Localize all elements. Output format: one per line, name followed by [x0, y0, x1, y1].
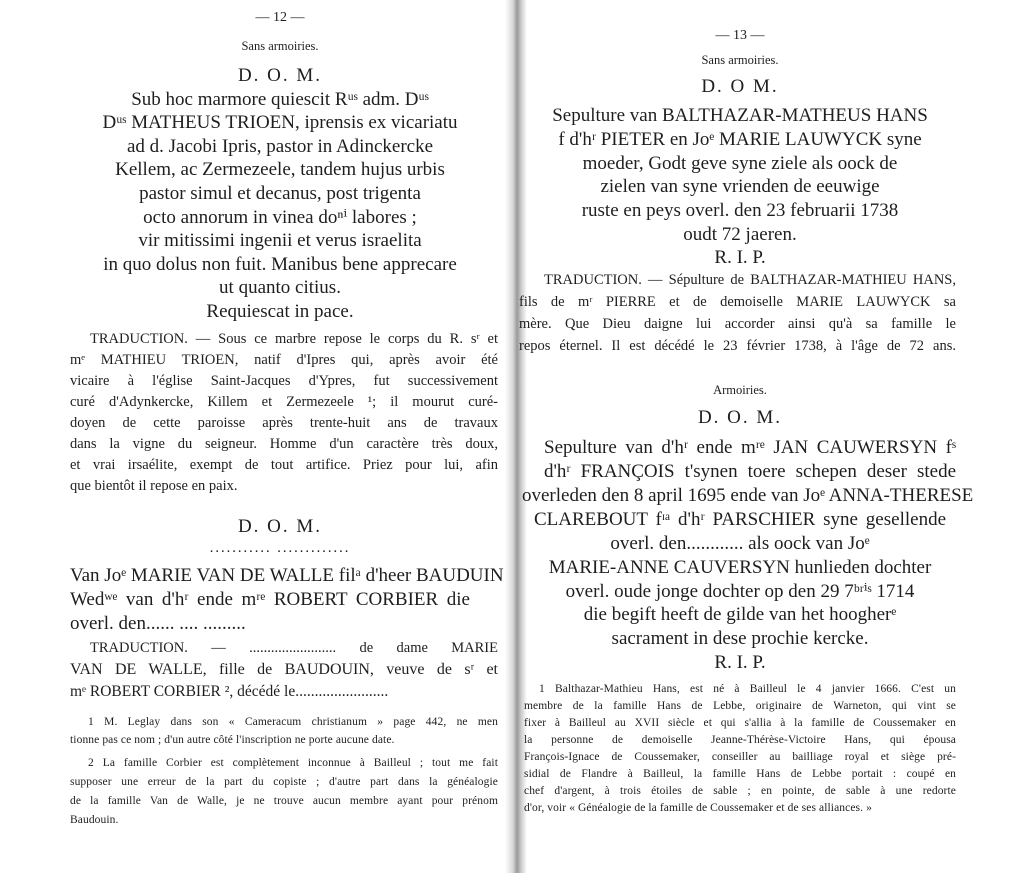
translation-line: curé d'Adynkercke, Killem et Zermezeele ¹; il mourut curé-	[70, 394, 498, 410]
translation-line: mᵉ MATHIEU TRIOEN, natif d'Ipres qui, après avoir été	[70, 352, 498, 368]
footnote-line: supposer une erreur de la part du copiste ; d'autre part dans la généalogie	[70, 776, 498, 788]
translation-line: vicaire à l'église Saint-Jacques d'Ypres, fut successivement	[70, 373, 498, 389]
translation-line: repos éternel. Il est décédé le 23 février 1738, à l'âge de 72 ans.	[519, 338, 956, 354]
inscription-line: overl. oude jonge dochter op den 29 7ᵇʳⁱˢ 1714	[565, 581, 915, 602]
inscription-line: octo annorum in vinea doⁿⁱ labores ;	[143, 207, 417, 228]
footnote-line: chef d'argent, à trois étoiles de sable ; en pointe, de sable à une redorte	[524, 785, 956, 797]
left-page	[0, 0, 510, 873]
translation-line: et vrai irsaélite, exempt de tout artifice. Priez pour lui, afin	[70, 457, 498, 473]
inscription-line: ruste en peys overl. den 23 februarii 1738	[581, 200, 899, 221]
footnote-line: la personne de demoiselle Jeanne-Thérèse-Victoire Hans, qui épousa	[524, 734, 956, 746]
inscription-line: die begift heeft de gilde van het hoogherᵉ	[583, 604, 897, 625]
inscription-line: in quo dolus non fuit. Manibus bene apprecare	[103, 254, 457, 275]
footnote-line: 2 La famille Corbier est complètement inconnue à Bailleul ; tout me fait	[88, 757, 498, 769]
inscription-line: zielen van syne vrienden de eeuwige	[600, 176, 880, 197]
translation-line: dans la vigne du seigneur. Homme d'un caractère très doux,	[70, 436, 498, 452]
dom-heading: D. O. M.	[237, 65, 323, 86]
inscription-line: Sepulture van BALTHAZAR-MATHEUS HANS	[552, 105, 928, 126]
footnote-line: François-Ignace de Coussemaker, conseiller au bailliage royal et siège pré-	[524, 751, 956, 763]
footnote-line: d'or, voir « Généalogie de la famille de Coussemaker et de ses alliances. »	[524, 802, 872, 814]
page-number: — 12 —	[255, 10, 305, 25]
inscription-line: f d'hʳ PIETER en Joᵉ MARIE LAUWYCK syne	[558, 129, 922, 150]
inscription-line: R. I. P.	[714, 652, 766, 673]
inscription-line: ad d. Jacobi Ipris, pastor in Adinckercke	[126, 136, 434, 157]
footnote-line: Baudouin.	[70, 814, 119, 826]
translation-line: mᵉ ROBERT CORBIER ², décédé le........................	[70, 683, 389, 700]
footnote-line: 1 M. Leglay dans son « Cameracum christianum » page 442, ne men	[88, 716, 498, 728]
footnote-line: sidial de Flandre à Bailleul, la famille Hans de Lebbe portait : coupé en	[524, 768, 956, 780]
translation-line: fils de mʳ PIERRE et de demoiselle MARIE LAUWYCK sa	[519, 294, 956, 310]
section-heading: Sans armoiries.	[701, 53, 779, 67]
inscription-line: overleden den 8 april 1695 ende van Joᵉ ANNA-THERESE	[522, 485, 974, 506]
dom-heading: D. O M.	[701, 76, 779, 97]
translation-line: que bientôt il repose en paix.	[70, 478, 238, 494]
footnote-line: membre de la famille Hans de Lebbe, originaire de Warneton, qui vint se	[524, 700, 956, 712]
footnote-line: tionne pas ce nom ; d'un autre côté l'inscription ne porte aucune date.	[70, 734, 395, 746]
translation-line: doyen de cette paroisse après trente-huit ans de travaux	[70, 415, 498, 431]
inscription-line: Kellem, ac Zermezeele, tandem hujus urbis	[115, 159, 445, 180]
inscription-line: R. I. P.	[714, 247, 766, 268]
footnote-line: 1 Balthazar-Mathieu Hans, est né à Bailleul le 4 janvier 1666. C'est un	[539, 683, 956, 695]
inscription-line: pastor simul et decanus, post trigenta	[139, 183, 421, 204]
section-heading: Armoiries.	[713, 383, 767, 397]
inscription-line: d'hʳ FRANÇOIS t'synen toere schepen deser stede	[544, 461, 956, 482]
page-number: — 13 —	[715, 28, 765, 43]
translation-line: TRADUCTION. — ........................ de dame MARIE	[90, 640, 498, 656]
inscription-line: Wedʷᵉ van d'hʳ ende mʳᵉ ROBERT CORBIER die	[70, 589, 470, 610]
inscription-line: Van Joᵉ MARIE VAN DE WALLE filᵃ d'heer BAUDUIN	[70, 565, 504, 586]
translation-line: TRADUCTION. — Sépulture de BALTHAZAR-MATHIEU HANS,	[544, 272, 956, 288]
inscription-line: Requiescat in pace.	[206, 301, 354, 322]
inscription-line: sacrament in dese prochie kercke.	[611, 628, 869, 649]
dom-heading: D. O. M.	[697, 407, 783, 428]
translation-line: VAN DE WALLE, fille de BAUDOUIN, veuve de sʳ et	[70, 661, 498, 678]
dom-heading: D. O. M.	[237, 516, 323, 537]
inscription-line: overl. den...... .... .........	[70, 613, 246, 634]
inscription-line: CLAREBOUT fᶦᵃ d'hʳ PARSCHIER syne gesellende	[534, 509, 946, 530]
inscription-line: vir mitissimi ingenii et verus israelita	[138, 230, 422, 251]
inscription-line: overl. den............ als oock van Joᵉ	[610, 533, 870, 554]
inscription-line: ut quanto citius.	[219, 277, 341, 298]
footnote-line: de la famille Van de Walle, je ne trouve aucun membre ayant pour prénom	[70, 795, 498, 807]
section-heading: Sans armoiries.	[241, 39, 319, 53]
inscription-line: Dᵘˢ MATHEUS TRIOEN, iprensis ex vicariatu	[102, 112, 458, 133]
translation-line: TRADUCTION. — Sous ce marbre repose le corps du R. sʳ et	[90, 331, 498, 347]
inscription-line: oudt 72 jaeren.	[683, 224, 797, 245]
right-page	[514, 0, 1024, 873]
translation-line: mère. Que Dieu daigne lui accorder ainsi qu'à sa famille le	[519, 316, 956, 332]
inscription-line: MARIE-ANNE CAUVERSYN hunlieden dochter	[548, 557, 932, 578]
footnote-line: fixer à Bailleul au XVII siècle et qui s'allia à la famille de Coussemaker en	[524, 717, 956, 729]
inscription-line: moeder, Godt geve syne ziele als oock de	[582, 153, 898, 174]
dotted-line: ........... .............	[209, 540, 351, 556]
inscription-line: Sepulture van d'hʳ ende mʳᵉ JAN CAUWERSYN fˢ	[544, 437, 956, 458]
inscription-line: Sub hoc marmore quiescit Rᵘˢ adm. Dᵘˢ	[131, 89, 429, 110]
